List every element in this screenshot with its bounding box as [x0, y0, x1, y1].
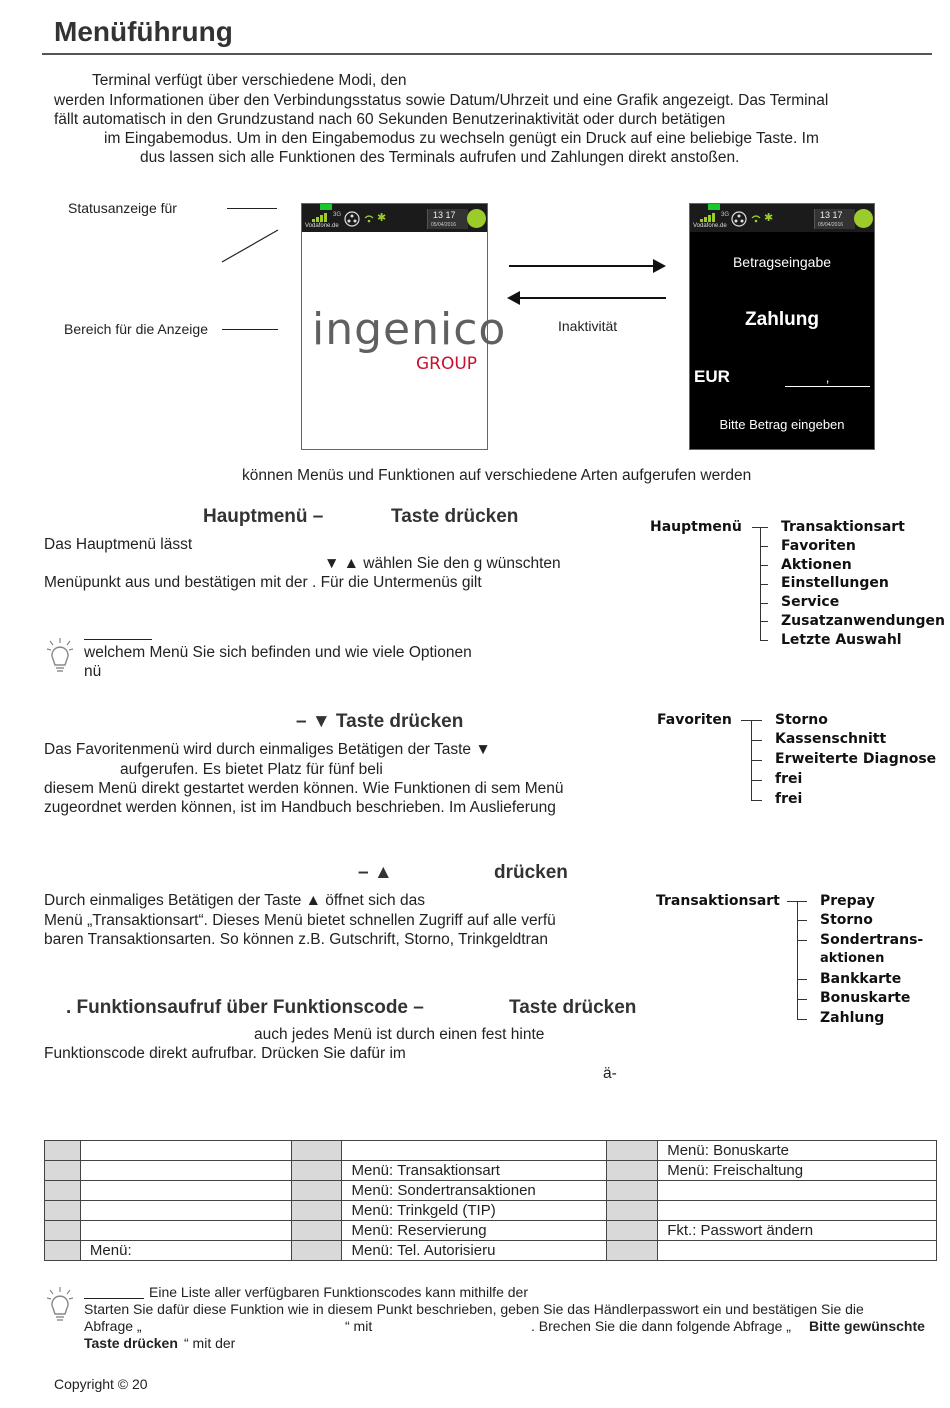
carrier-name-input: Vodafone.de: [693, 223, 727, 229]
tree-transaction-trunk: [797, 901, 798, 1019]
section-function-code-title: . Funktionsaufruf über Funktionscode –: [66, 997, 424, 1018]
label-status: Statusanzeige für: [68, 200, 177, 216]
intro-line-4: im Eingabemodus. Um in den Eingabemodus zu wechseln genügt ein Druck auf eine beliebige Taste. Im: [104, 130, 819, 147]
sec2-line-4: zugeordnet werden können, ist im Handbuch beschrieben. Im Auslieferung: [44, 799, 556, 816]
sec2-line-3: diesem Menü direkt gestartet werden können. Wie Funktionen di sem Menü: [44, 780, 564, 797]
title-rule: [42, 53, 932, 55]
carrier-name: Vodafone.de: [305, 223, 339, 229]
tree-main-root: Hauptmenü: [650, 519, 742, 535]
signal-indicator-input: [708, 204, 720, 210]
ingenico-logo-group: GROUP: [416, 354, 478, 374]
wifi-icon: [364, 214, 374, 224]
tip2-line-3c: . Brechen Sie die dann folgende Abfrage „: [531, 1318, 791, 1334]
arrow-right-head-icon: [653, 259, 666, 273]
figure-caption: können Menüs und Funktionen auf verschiedene Arten aufgerufen werden: [242, 467, 752, 484]
table-cell: Menü: Bonuskarte: [658, 1141, 937, 1161]
tree-transaction-item: Bonuskarte: [820, 990, 911, 1006]
section-function-code-title-key: Taste drücken: [509, 997, 637, 1018]
tip2-line-3d: Bitte gewünschte: [809, 1318, 925, 1334]
tree-favorites-root: Favoriten: [657, 712, 732, 728]
lightbulb-icon: [46, 637, 74, 675]
sec1-line-1: Das Hauptmenü lässt: [44, 536, 193, 553]
copyright-footer: Copyright © 20: [54, 1376, 148, 1392]
tree-favorites-item: Storno: [775, 712, 828, 728]
tip2-underline: [84, 1298, 144, 1299]
input-title: Betragseingabe: [732, 254, 832, 270]
battery-icon: [467, 209, 486, 228]
tree-main-item: Transaktionsart: [781, 519, 905, 535]
sec3-line-1: Durch einmaliges Betätigen der Taste ▲ öffnet sich das: [44, 892, 425, 909]
table-cell: Menü: Reservierung: [342, 1221, 607, 1241]
label-status-pointer: [227, 208, 277, 209]
tree-main-item: Favoriten: [781, 538, 856, 554]
signal-bars-icon: [312, 212, 330, 222]
table-cell: Menü:: [80, 1241, 291, 1261]
tree-favorites-item: Kassenschnitt: [775, 731, 887, 747]
table-cell: Menü: Transaktionsart: [342, 1161, 607, 1181]
bluetooth-icon: ✱: [377, 212, 387, 224]
signal-indicator: [320, 204, 332, 210]
label-area: Bereich für die Anzeige: [64, 321, 208, 337]
table-cell: Menü: Tel. Autorisieru: [342, 1241, 607, 1261]
input-screen: [689, 203, 875, 450]
network-icon: [344, 211, 360, 227]
clock-date: 05/04/2016: [431, 222, 457, 228]
sec4-line-1: auch jedes Menü ist durch einen fest hinte: [254, 1026, 545, 1043]
sec1-line-3: Menüpunkt aus und bestätigen mit der . Für die Untermenüs gilt: [44, 574, 482, 591]
clock-date-input: 05/04/2016: [818, 222, 844, 228]
arrow-to-input: [509, 265, 657, 267]
currency-label: EUR: [694, 367, 730, 386]
section-main-menu-title: Hauptmenü –: [203, 506, 324, 527]
table-row: [45, 1241, 937, 1261]
tree-main-item: Zusatzanwendungen: [781, 613, 945, 629]
tree-transaction-item: Bankkarte: [820, 971, 902, 987]
tree-favorites-item: frei: [775, 791, 803, 807]
tree-transaction-item: aktionen: [820, 951, 885, 966]
network-type-input: 3G: [721, 212, 730, 218]
tip2-line-4b: “ mit der: [184, 1335, 236, 1351]
tip2-line-1: Eine Liste aller verfügbaren Funktionscodes kann mithilfe der: [149, 1284, 528, 1300]
tree-transaction-item: Zahlung: [820, 1010, 885, 1026]
sec4-line-2: Funktionscode direkt aufrufbar. Drücken Sie dafür im: [44, 1045, 406, 1062]
inactivity-label: Inaktivität: [558, 318, 618, 334]
tree-main-item: Service: [781, 594, 840, 610]
clock-time: 13 17: [433, 210, 456, 220]
tree-favorites-item: frei: [775, 771, 803, 787]
function-code-table: [44, 1140, 937, 1261]
input-mode: Zahlung: [745, 309, 819, 330]
tree-transaction-item: Storno: [820, 912, 873, 928]
tree-transaction-root: Transaktionsart: [656, 893, 780, 909]
clock-box-input: [814, 209, 855, 229]
section-transaction-title-key: drücken: [494, 862, 568, 883]
tip1-underline: [84, 639, 152, 640]
sec4-line-3: ä-: [603, 1065, 617, 1082]
wifi-icon: [751, 214, 761, 224]
section-main-menu-title-key: Taste drücken: [391, 506, 519, 527]
label-status-diagonal-pointer: [220, 228, 280, 264]
tree-main-item: Aktionen: [781, 557, 852, 573]
signal-bars-icon: [700, 212, 718, 222]
table-row: [45, 1221, 937, 1241]
network-icon: [731, 211, 747, 227]
tree-transaction-item: Sondertrans-: [820, 932, 924, 948]
table-cell: Menü: Sondertransaktionen: [342, 1181, 607, 1201]
tip2-line-3a: Abfrage „: [84, 1318, 142, 1334]
sec2-line-2: aufgerufen. Es bietet Platz für fünf beli: [120, 761, 383, 778]
intro-line-2: werden Informationen über den Verbindungsstatus sowie Datum/Uhrzeit und eine Grafik angezeigt. Das Terminal: [54, 92, 829, 109]
tree-transaction-item: Prepay: [820, 893, 875, 909]
table-cell: Menü: Freischaltung: [658, 1161, 937, 1181]
intro-line-3: fällt automatisch in den Grundzustand nach 60 Sekunden Benutzerinaktivität oder durch betätigen: [54, 111, 726, 128]
tip2-line-3b: “ mit: [345, 1318, 373, 1334]
sec3-line-2: Menü „Transaktionsart“. Dieses Menü bietet schnellen Zugriff auf alle verfü: [44, 912, 556, 929]
sec1-line-2: ▼ ▲ wählen Sie den g wünschten: [324, 555, 561, 572]
intro-line-5: dus lassen sich alle Funktionen des Terminals aufrufen und Zahlungen direkt anstoßen.: [140, 149, 740, 166]
battery-icon: [854, 209, 873, 228]
clock-time-input: 13 17: [820, 210, 843, 220]
intro-line-1: Terminal verfügt über verschiedene Modi, den: [92, 72, 407, 89]
input-prompt: Bitte Betrag eingeben: [719, 417, 845, 432]
sec3-line-3: baren Transaktionsarten. So können z.B. Gutschrift, Storno, Trinkgeldtran: [44, 931, 549, 948]
status-bar: [302, 204, 487, 232]
ingenico-logo: ingenico: [312, 304, 507, 355]
table-cell: Menü: Trinkgeld (TIP): [342, 1201, 607, 1221]
page-title: Menüführung: [54, 16, 233, 47]
tip1-line-2: nü: [84, 663, 102, 680]
arrow-to-idle: [518, 297, 666, 299]
sec2-line-1: Das Favoritenmenü wird durch einmaliges Betätigen der Taste ▼: [44, 741, 491, 758]
status-bar-input: [690, 204, 874, 232]
tree-favorites-item: Erweiterte Diagnose: [775, 751, 937, 767]
bluetooth-icon: ✱: [764, 212, 774, 224]
table-row: [45, 1161, 937, 1181]
amount-field[interactable]: ,: [785, 370, 870, 387]
table-row: [45, 1181, 937, 1201]
idle-screen: [301, 203, 507, 450]
arrow-left-head-icon: [507, 291, 520, 305]
label-area-pointer: [222, 329, 278, 330]
clock-box: [427, 209, 468, 229]
section-transaction-title: – ▲: [358, 862, 393, 883]
tip1-line-1: welchem Menü Sie sich befinden und wie viele Optionen: [84, 644, 472, 661]
table-row: [45, 1141, 937, 1161]
tip2-line-2: Starten Sie dafür diese Funktion wie in diesem Punkt beschrieben, geben Sie das Händlerpasswort ein und bestätigen Sie die: [84, 1301, 864, 1317]
tree-main-item: Letzte Auswahl: [781, 632, 902, 648]
section-favorites-title: – ▼ Taste drücken: [296, 711, 464, 732]
tree-main-item: Einstellungen: [781, 575, 889, 591]
table-cell: Fkt.: Passwort ändern: [658, 1221, 937, 1241]
tip2-line-4a: Taste drücken: [84, 1335, 178, 1351]
table-row: [45, 1201, 937, 1221]
lightbulb-icon: [46, 1286, 74, 1324]
network-type: 3G: [333, 212, 342, 218]
